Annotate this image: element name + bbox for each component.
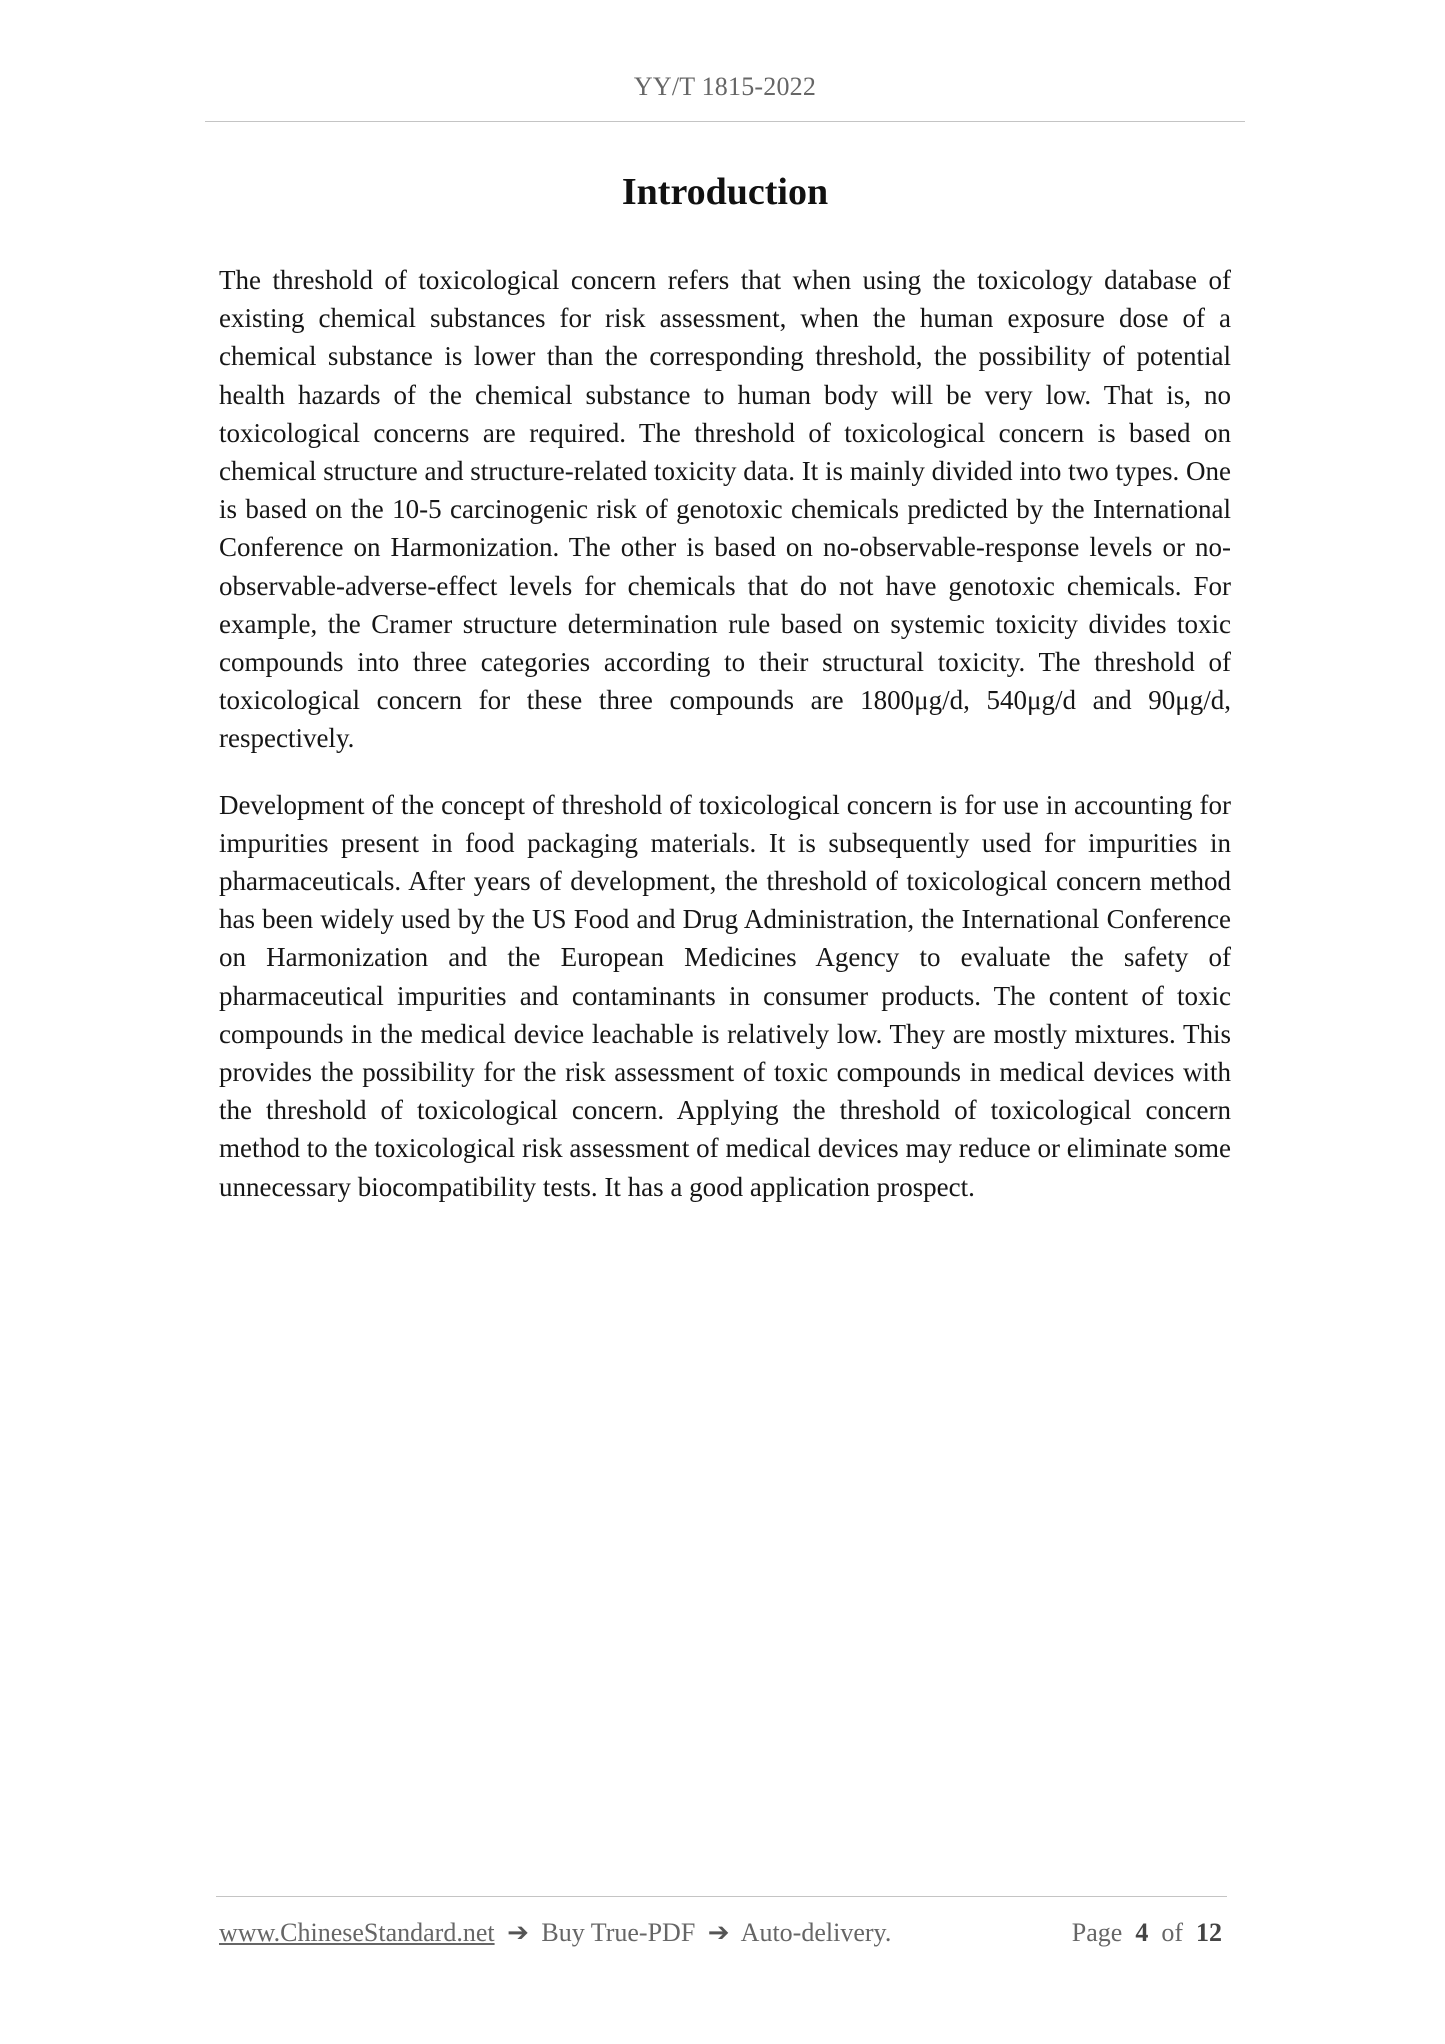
- arrow-right-icon: ➔: [707, 1918, 730, 1947]
- arrow-right-icon: ➔: [507, 1918, 529, 1947]
- total-page-number: 12: [1196, 1918, 1222, 1947]
- page-title: Introduction: [621, 171, 829, 213]
- buy-true-pdf-text: Buy True-PDF: [541, 1918, 696, 1947]
- paragraph-2: Development of the concept of threshold of toxicological concern is for use in accounting for impurities present in food packaging materials. It is subsequently used for impurities in pharmaceuticals. After years of development, the threshold of toxicological concern method has been widely used by the US Food and Drug Administration, the International Conference on Harmonization and the European Medicines Agency to evaluate the safety of pharmaceutical impurities and contaminants in consumer products. The content of toxic compounds in the medical device leachable is relatively low. They are mostly mixtures. This provides the possibility for the risk assessment of toxic compounds in medical devices with the threshold of toxicological concern. Applying the threshold of toxicological concern method to the toxicological risk assessment of medical devices may reduce or eliminate some unnecessary biocompatibility tests. It has a good application prospect.: [219, 789, 1231, 1202]
- footer-left: [219, 1918, 891, 1948]
- page-number: [1072, 1918, 1222, 1948]
- page-label: Page: [1071, 1918, 1123, 1947]
- auto-delivery-text: Auto-delivery.: [740, 1918, 892, 1947]
- page-of-label: of: [1161, 1918, 1183, 1947]
- header-divider: [205, 121, 1245, 122]
- website-link[interactable]: www.ChineseStandard.net: [219, 1918, 495, 1947]
- current-page-number: 4: [1135, 1918, 1149, 1947]
- document-code-header: YY/T 1815-2022: [633, 72, 817, 101]
- footer-divider: [216, 1896, 1227, 1897]
- body-text: [219, 261, 1231, 1234]
- paragraph-1: The threshold of toxicological concern refers that when using the toxicology database of existing chemical substances for risk assessment, when the human exposure dose of a chemical substance is lower than the corresponding threshold, the possibility of potential health hazards of the chemical substance to human body will be very low. That is, no toxicological concerns are required. The threshold of toxicological concern is based on chemical structure and structure-related toxicity data. It is mainly divided into two types. One is based on the 10-5 carcinogenic risk of genotoxic chemicals predicted by the International Conference on Harmonization. The other is based on no-observable-response levels or no-observable-adverse-effect levels for chemicals that do not have genotoxic chemicals. For example, the Cramer structure determination rule based on systemic toxicity divides toxic compounds into three categories according to their structural toxicity. The threshold of toxicological concern for these three compounds are 1800μg/d, 540μg/d and 90μg/d, respectively.: [219, 265, 1231, 754]
